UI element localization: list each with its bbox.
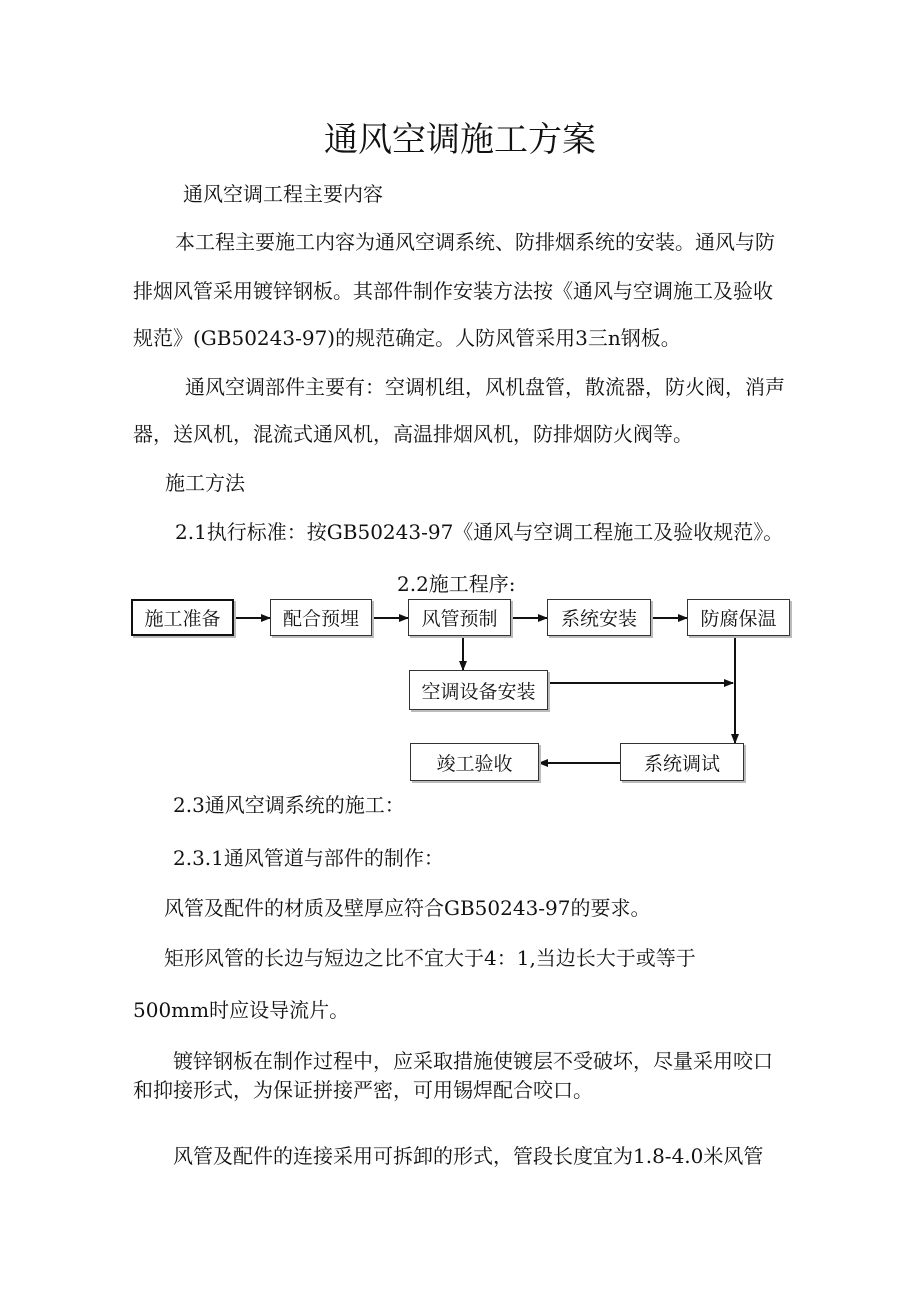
section-heading-construction-method: 施工方法 bbox=[165, 471, 245, 495]
flow-step-system-install: 系统安装 bbox=[547, 599, 651, 636]
paragraph-2-line-1: 通风空调部件主要有：空调机组，风机盘管，散流器，防火阀，消声 bbox=[185, 375, 785, 399]
item-2-1-standard: 2.1执行标准：按GB50243-97《通风与空调工程施工及验收规范》。 bbox=[175, 520, 784, 544]
flow-step-system-commissioning: 系统调试 bbox=[620, 743, 744, 781]
flow-step-construction-prep: 施工准备 bbox=[131, 599, 234, 636]
paragraph-5-line-2: 和抑接形式，为保证拼接严密，可用锡焊配合咬口。 bbox=[133, 1078, 593, 1102]
paragraph-1-line-1: 本工程主要施工内容为通风空调系统、防排烟系统的安装。通风与防 bbox=[175, 230, 775, 254]
paragraph-6: 风管及配件的连接采用可拆卸的形式，管段长度宜为1.8-4.0米风管 bbox=[173, 1144, 764, 1168]
flow-step-anticorrosion-insulation: 防腐保温 bbox=[687, 599, 790, 636]
item-2-3-1-duct-fabrication: 2.3.1通风管道与部件的制作： bbox=[173, 846, 444, 870]
paragraph-4-line-1: 矩形风管的长边与短边之比不宜大于4：1,当边长大于或等于 bbox=[164, 946, 696, 970]
page-title: 通风空调施工方案 bbox=[324, 120, 596, 160]
paragraph-1-line-2: 排烟风管采用镀锌钢板。其部件制作安装方法按《通风与空调施工及验收 bbox=[133, 279, 773, 303]
flow-step-ac-equipment-install: 空调设备安装 bbox=[409, 670, 548, 710]
flow-step-embedding: 配合预埋 bbox=[270, 599, 372, 636]
section-heading-main-content: 通风空调工程主要内容 bbox=[183, 182, 383, 206]
paragraph-2-line-2: 器，送风机，混流式通风机，高温排烟风机，防排烟防火阀等。 bbox=[133, 422, 693, 446]
paragraph-4-line-2: 500mm时应设导流片。 bbox=[133, 998, 350, 1022]
paragraph-5-line-1: 镀锌钢板在制作过程中，应采取措施使镀层不受破坏，尽量采用咬口 bbox=[173, 1049, 773, 1073]
flow-step-duct-prefab: 风管预制 bbox=[408, 599, 511, 636]
paragraph-1-line-3: 规范》(GB50243-97)的规范确定。人防风管采用3三n钢板。 bbox=[133, 326, 681, 350]
flow-step-completion-acceptance: 竣工验收 bbox=[410, 743, 539, 781]
item-2-2-procedure-heading: 2.2施工程序: bbox=[397, 572, 516, 596]
paragraph-3: 风管及配件的材质及壁厚应符合GB50243-97的要求。 bbox=[164, 896, 651, 920]
item-2-3-hvac-construction: 2.3通风空调系统的施工： bbox=[173, 793, 405, 817]
